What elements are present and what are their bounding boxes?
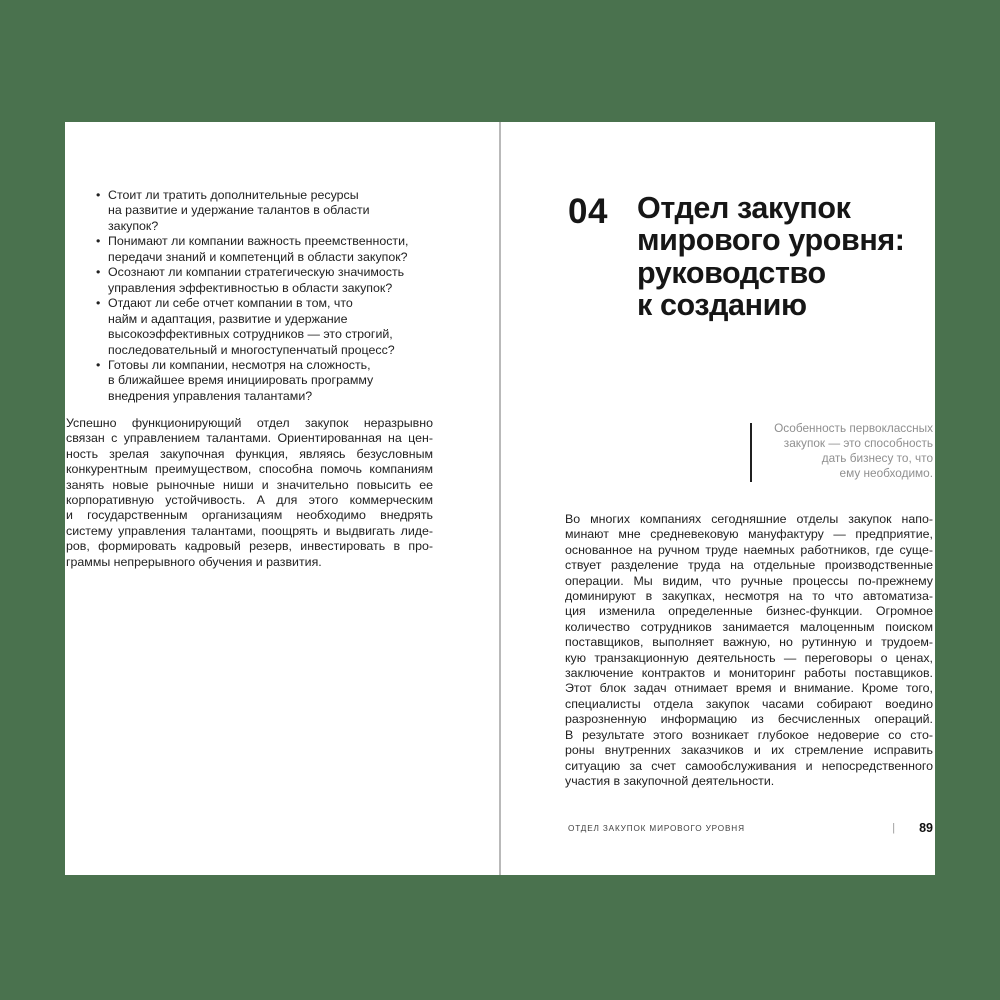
page-divider [499, 122, 501, 875]
bullet-item: • Отдают ли себе отчет компании в том, что найм и адаптация, развитие и удержание высокоэффективных сотрудников — это строгий, последовательный и многоступенчатый процесс? [97, 296, 465, 358]
running-title: ОТДЕЛ ЗАКУПОК МИРОВОГО УРОВНЯ [568, 823, 745, 833]
chapter-title: Отдел закупок мирового уровня: руководство к созданию [637, 191, 905, 323]
bullet-item: • Осознают ли компании стратегическую значимость управления эффективностью в области закупок? [97, 265, 465, 296]
book-spread [65, 122, 935, 875]
bullet-item: • Понимают ли компании важность преемственности, передачи знаний и компетенций в области закупок? [97, 234, 465, 265]
pull-quote: Особенность первоклассных закупок — это способность дать бизнесу то, что ему необходимо. [774, 421, 933, 480]
chapter-number: 04 [568, 192, 608, 231]
page-number: 89 [919, 821, 933, 835]
left-paragraph: Успешно функционирующий отдел закупок неразрывно связан с управлением талантами. Ориентированная на цен- ность зрелая закупочная функция, являясь безусловным конкурентным преимуществом, способна помочь компаниям занять новые рыночные ниши и значительно повысить ее корпоративную устойчивость. А для этого коммерческим и государственным организациям необходимо внедрять систему управления талантами, поощрять и выдвигать лиде- ров, формировать кадровый резерв, инвестировать в про- граммы непрерывного обучения и развития. [66, 416, 433, 569]
bullet-list [97, 188, 465, 404]
bullet-item: • Готовы ли компании, несмотря на сложность, в ближайшее время инициировать программу внедрения управления талантами? [97, 358, 465, 404]
footer-separator: | [892, 822, 896, 834]
body-paragraph: Во многих компаниях сегодняшние отделы закупок напо- минают мне средневековую мануфактуру — предприятие, основанное на ручном труде наемных работников, где суще- ствует разделение труда на отдельные производственные операции. Мы видим, что ручные процессы по-прежнему доминируют в закупках, несмотря на то что автоматиза- ция изменила определенные бизнес-функции. Огромное количество сотрудников занимается малоценным поиском поставщиков, выполняет важную, но рутинную и трудоем- кую транзакционную деятельность — переговоры о ценах, заключение контрактов и мониторинг работы поставщиков. Этот блок задач отнимает время и внимание. Кроме того, специалисты отдела закупок часами собирают воедино разрозненную информацию из бесчисленных операций. В результате этого возникает глубокое недоверие со сто- роны внутренних заказчиков и их стремление исправить ситуацию за счет самообслуживания и непосредственного участия в закупочной деятельности. [565, 512, 933, 788]
bullet-item: • Стоит ли тратить дополнительные ресурсы на развитие и удержание талантов в области закупок? [97, 188, 465, 234]
page-footer [568, 821, 933, 835]
